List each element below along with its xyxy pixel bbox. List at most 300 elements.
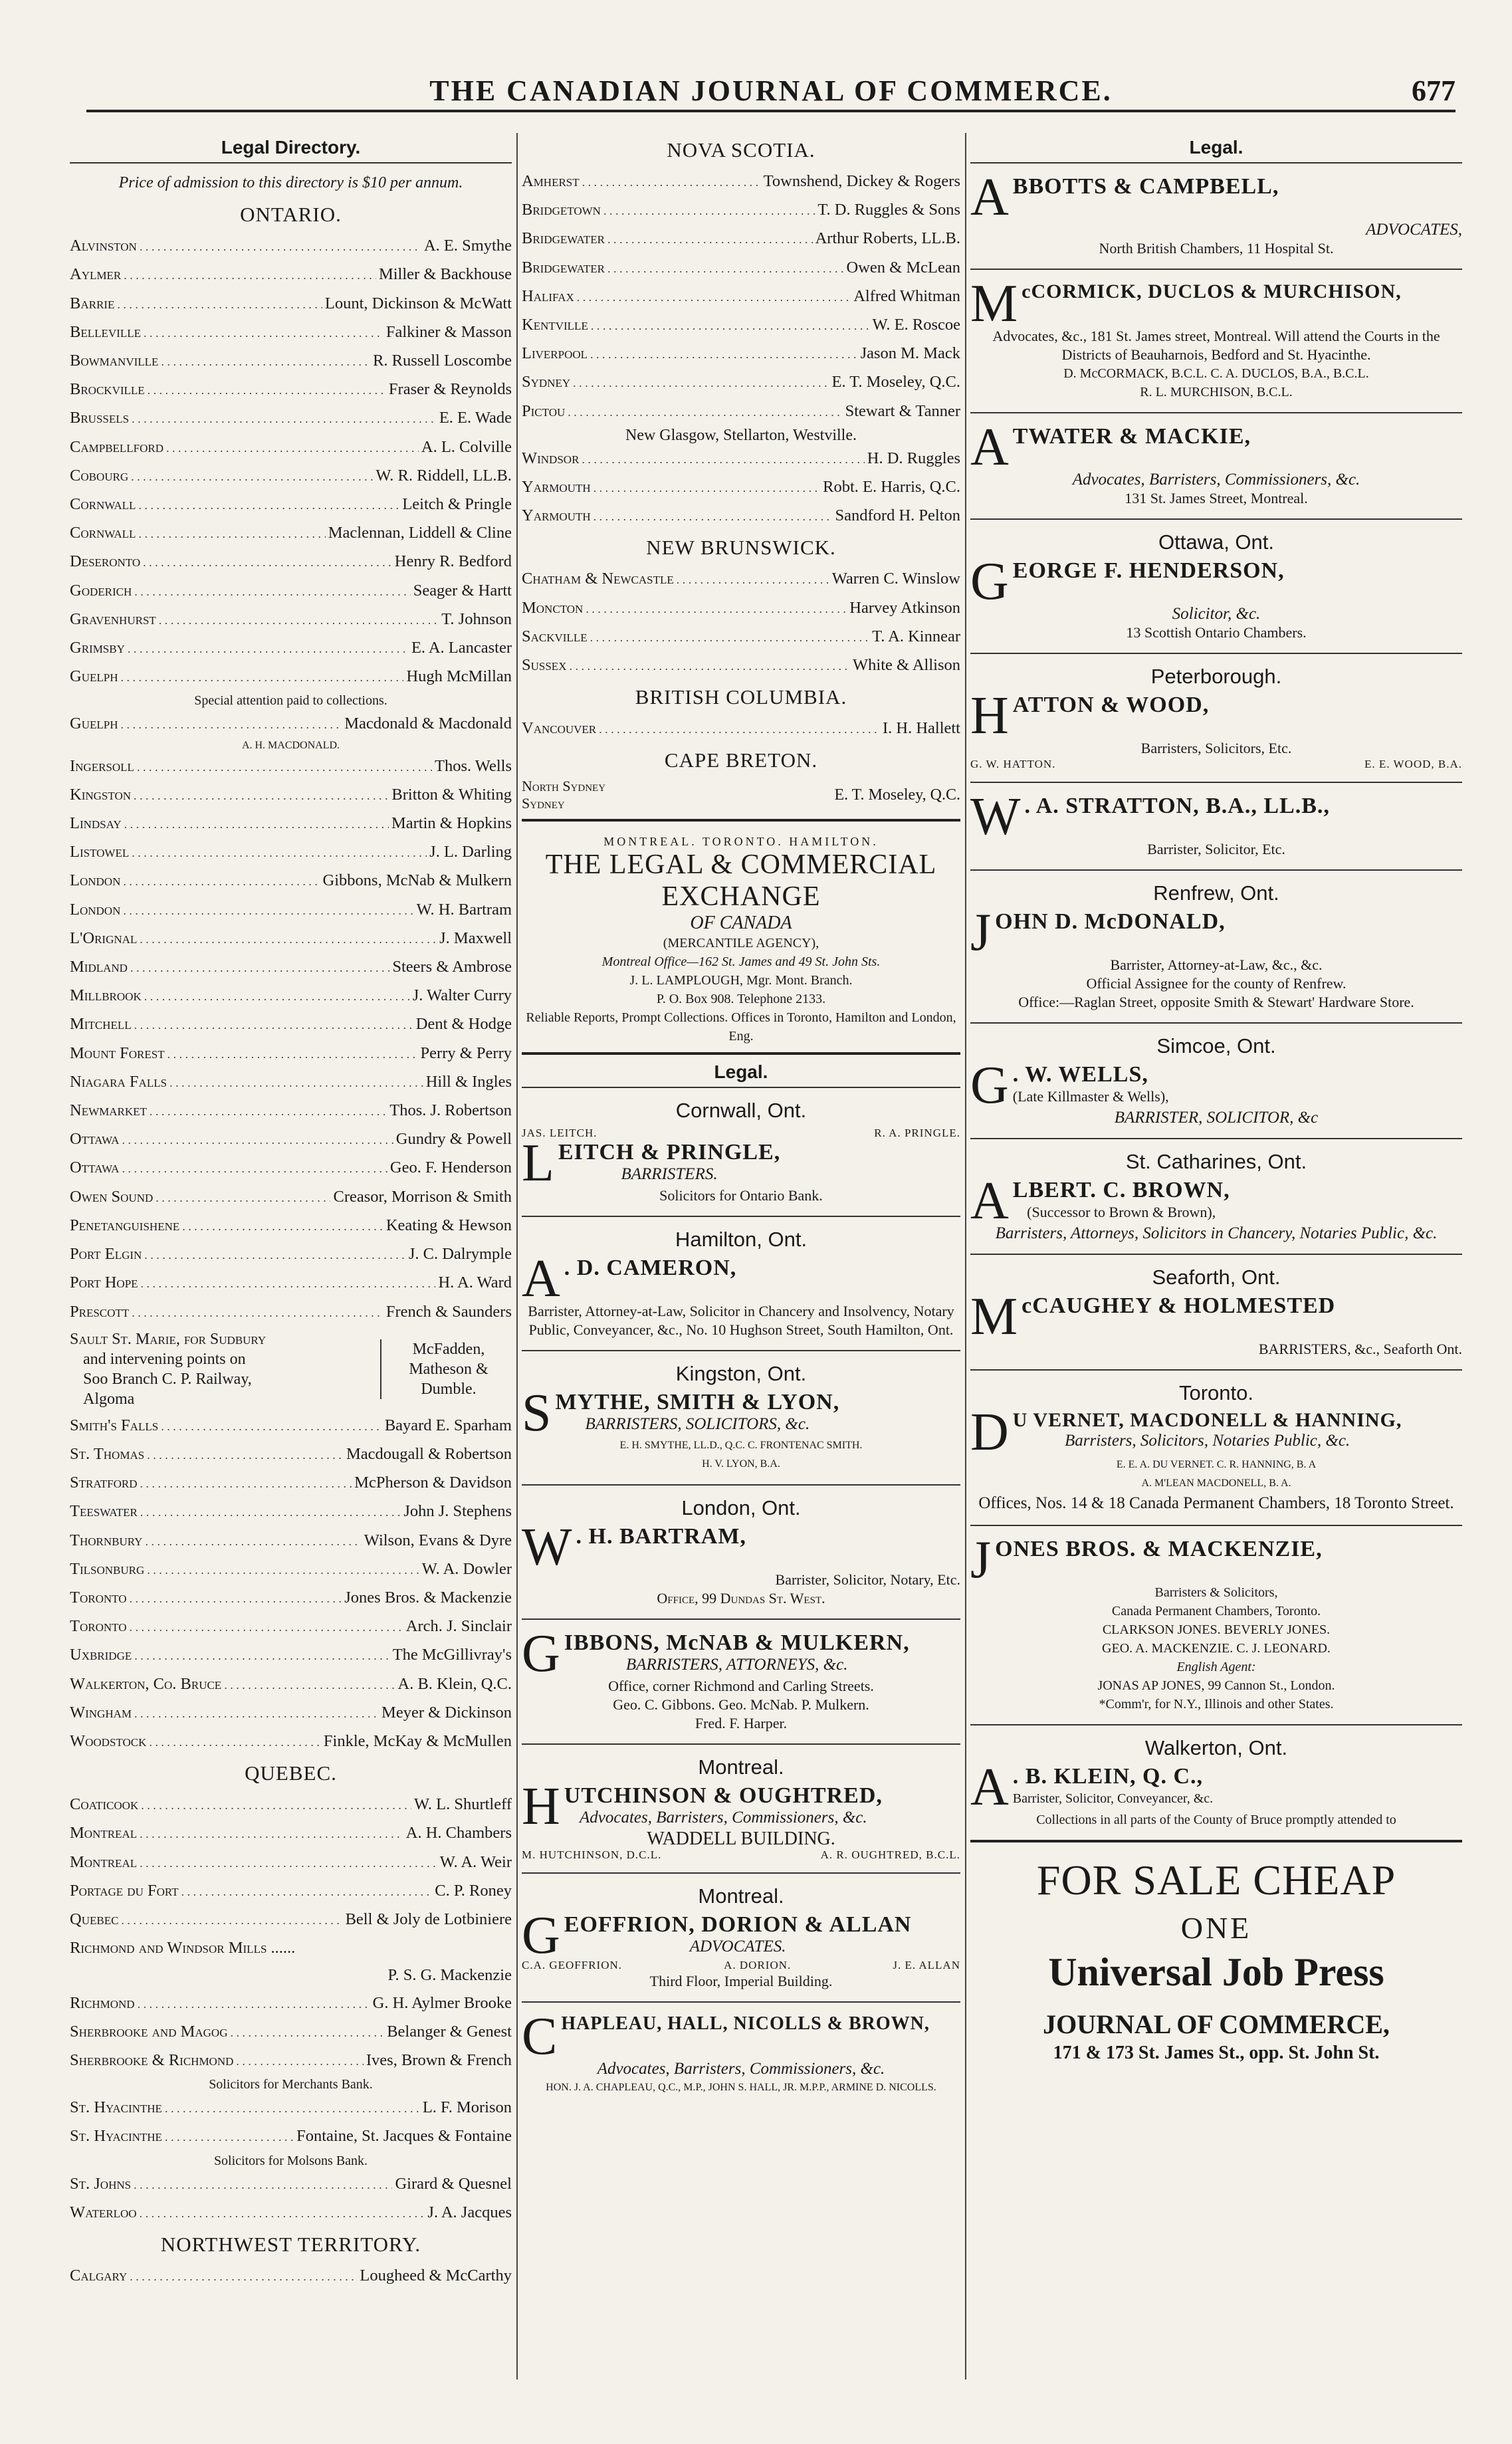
entry-place: Midland: [70, 958, 128, 976]
entry-place: Deseronto: [70, 552, 141, 571]
leader-dots: [182, 1212, 383, 1240]
entry-firm: Miller & Backhouse: [378, 265, 512, 284]
entry-firm: Lount, Dickinson & McWatt: [324, 294, 512, 312]
directory-entry: [70, 2122, 512, 2151]
sault-line: Sault St. Marie, for Sudbury: [70, 1330, 267, 1348]
leader-dots: [236, 2047, 364, 2075]
entry-firm: J. Maxwell: [439, 929, 512, 947]
entry-place: Prescott: [70, 1302, 130, 1321]
column-divider: [965, 133, 966, 2380]
partner-name: M. HUTCHINSON, D.C.L.: [522, 1848, 662, 1862]
entry-place: Campbellford: [70, 437, 164, 456]
entry-firm: Girard & Quesnel: [395, 2174, 512, 2193]
stratton-ad: [970, 788, 1462, 859]
partner-name: R. A. PRINGLE.: [874, 1127, 960, 1140]
entry-place: Richmond and Windsor Mills ......: [70, 1939, 296, 1957]
directory-entry: [70, 1612, 512, 1641]
directory-entry: [70, 347, 512, 376]
entry-place: Quebec: [70, 1910, 119, 1928]
directory-entry: [522, 311, 960, 340]
entry-firm: Finkle, McKay & McMullen: [323, 1731, 512, 1750]
leader-dots: [165, 2094, 420, 2122]
directory-entry: [522, 502, 960, 530]
directory-entry: [70, 1819, 512, 1848]
entry-place: Coaticook: [70, 1795, 139, 1814]
province-heading: NEW BRUNSWICK.: [646, 536, 836, 560]
entry-place: Port Elgin: [70, 1245, 142, 1264]
firm-text: Barrister, Solicitor, Notary, Etc.: [775, 1571, 960, 1589]
section-heading: Legal.: [1189, 137, 1243, 158]
entry-place: Liverpool: [522, 344, 588, 363]
entry-place: Stratford: [70, 1474, 138, 1492]
city-heading: Kingston, Ont.: [675, 1362, 807, 1386]
firm-title: BARRISTERS, SOLICITORS, &c.: [585, 1415, 810, 1434]
new-brunswick-list: [522, 565, 960, 680]
leader-dots: [132, 838, 427, 867]
city-heading: Toronto.: [1178, 1381, 1253, 1404]
firm-title: Advocates, Barristers, Commissioners, &c.: [580, 1809, 867, 1827]
firm-title: Barristers, Solicitors, Notaries Public, &c.: [1065, 1432, 1350, 1450]
leader-dots: [130, 2262, 357, 2290]
firm-text: 13 Scottish Ontario Chambers.: [1126, 624, 1307, 641]
leader-dots: [134, 781, 389, 810]
leader-dots: [148, 376, 386, 404]
entry-place: Grimsby: [70, 639, 125, 657]
entry-place: London: [70, 871, 121, 890]
sale-one: ONE: [1180, 1911, 1252, 1945]
entry-place: Wingham: [70, 1703, 132, 1722]
leader-dots: [166, 433, 419, 462]
firm-text: Barrister, Solicitor, Etc.: [1147, 841, 1285, 857]
entry-firm: French & Saunders: [385, 1302, 512, 1321]
sale-journal: JOURNAL OF COMMERCE,: [1043, 2009, 1390, 2039]
entry-firm: T. A. Kinnear: [872, 627, 960, 645]
drop-cap: A: [970, 1172, 1009, 1230]
entry-firm: C. P. Roney: [435, 1881, 512, 1900]
bc-list: [522, 715, 960, 743]
drop-cap: S: [522, 1384, 552, 1443]
leader-dots: [138, 519, 325, 548]
directory-entry: [70, 1727, 512, 1756]
firm-building: WADDELL BUILDING.: [647, 1829, 835, 1850]
leader-dots: [128, 634, 409, 663]
city-heading: Seaforth, Ont.: [1152, 1266, 1281, 1289]
directory-entry: [70, 1555, 512, 1584]
directory-entry: [70, 1584, 512, 1612]
entry-firm: P. S. G. Mackenzie: [387, 1966, 512, 1985]
sault-line: Algoma: [83, 1390, 135, 1408]
entry-place: Yarmouth: [522, 478, 591, 497]
firm-name: . D. CAMERON,: [564, 1256, 737, 1281]
directory-entry: [70, 1934, 512, 1961]
nwt-list: [70, 2262, 512, 2290]
entry-firm: Jones Bros. & Mackenzie: [344, 1588, 512, 1607]
entry-place: Tilsonburg: [70, 1559, 145, 1578]
city-heading: Ottawa, Ont.: [1158, 530, 1274, 554]
directory-entry: [70, 2170, 512, 2199]
leader-dots: [141, 1269, 436, 1297]
entry-firm: Bell & Joly de Lotbiniere: [345, 1910, 512, 1928]
entry-firm: A. E. Smythe: [423, 237, 512, 255]
firm-title: BARRISTER, SOLICITOR, &c: [1114, 1109, 1319, 1127]
geoffrion-ad: [522, 1884, 960, 1991]
leader-dots: [145, 1527, 361, 1555]
directory-entry: [70, 462, 512, 491]
entry-place: Ingersoll: [70, 756, 134, 775]
entry-place: Penetanguishene: [70, 1216, 180, 1234]
brown-ad: [970, 1150, 1462, 1243]
firm-text: Barristers, Solicitors, Etc.: [1140, 740, 1292, 756]
firm-text: Barrister, Attorney-at-Law, Solicitor in Chancery and Insolvency, Notary Public, Conveyancer, &c., No. 10 Hughson Street, South Hamilton, Ont.: [528, 1303, 954, 1339]
entry-firm: Seager & Hartt: [413, 581, 512, 600]
leader-dots: [147, 1440, 344, 1469]
firm-name: TWATER & MACKIE,: [1012, 424, 1251, 449]
firm-name: BBOTTS & CAMPBELL,: [1012, 174, 1279, 199]
pictou-note: New Glasgow, Stellarton, Westville.: [625, 426, 857, 444]
directory-entry: [70, 606, 512, 634]
firm-name: HAPLEAU, HALL, NICOLLS & BROWN,: [561, 2013, 930, 2035]
sault-line: and intervening points on: [83, 1350, 246, 1368]
directory-entry: [70, 634, 512, 663]
directory-entry: [70, 1010, 512, 1039]
sale-item: Universal Job Press: [1048, 1950, 1384, 1994]
leader-dots: [120, 663, 403, 691]
city-heading: London, Ont.: [681, 1496, 801, 1520]
entry-firm: Fraser & Reynolds: [388, 380, 512, 399]
page-number: 677: [1412, 74, 1456, 107]
entry-place: Brockville: [70, 380, 145, 399]
leader-dots: [123, 867, 320, 895]
leader-dots: [568, 397, 842, 426]
entry-place: St. Hyacinthe: [70, 2098, 162, 2117]
quebec-list: [70, 2170, 512, 2227]
directory-entry: [522, 340, 960, 368]
partner-name: C.A. GEOFFRION.: [522, 1959, 623, 1972]
entry-place: St. Hyacinthe: [70, 2127, 162, 2146]
entry-firm: G. H. Aylmer Brooke: [372, 1993, 512, 2012]
entry-firm: Hill & Ingles: [425, 1072, 512, 1091]
smythe-ad: [522, 1362, 960, 1474]
drop-cap: A: [970, 418, 1009, 477]
directory-entry: [70, 1641, 512, 1670]
entry-firm: Belanger & Genest: [387, 2022, 512, 2041]
entry-place: Montreal: [70, 1824, 138, 1842]
entry-place: Brussels: [70, 409, 130, 427]
leader-dots: [156, 1183, 330, 1212]
drop-cap: A: [970, 1758, 1009, 1817]
directory-entry: [70, 1791, 512, 1819]
directory-entry: [522, 623, 960, 651]
entry-firm: Perry & Perry: [420, 1044, 512, 1062]
directory-entry: [70, 404, 512, 433]
leader-dots: [144, 1240, 406, 1269]
directory-entry: [522, 594, 960, 623]
entry-place: Montreal: [70, 1852, 138, 1871]
partner-name: J. E. ALLAN: [893, 1959, 960, 1972]
mcdonald-ad: [970, 881, 1462, 1012]
drop-cap: M: [970, 275, 1018, 333]
partner-line: H. V. LYON, B.A.: [702, 1458, 780, 1470]
directory-entry: [70, 2199, 512, 2227]
mccormick-ad: [970, 275, 1462, 401]
entry-firm: Creasor, Morrison & Smith: [333, 1187, 512, 1206]
directory-entry: [70, 1670, 512, 1699]
leader-dots: [573, 368, 829, 397]
hutchinson-ad: [522, 1755, 960, 1862]
partner-name: G. W. HATTON.: [970, 758, 1056, 770]
firm-name: . H. BARTRAM,: [576, 1524, 746, 1549]
directory-entry: [522, 397, 960, 426]
entry-firm: I. H. Hallett: [882, 719, 960, 738]
entry-place: Pictou: [522, 401, 566, 420]
firm-name: . W. WELLS,: [1012, 1062, 1148, 1087]
mccaughey-ad: [970, 1266, 1462, 1359]
entry-firm: R. Russell Loscombe: [373, 352, 512, 370]
quebec-list: [70, 1989, 512, 2076]
entry-place: Ottawa: [70, 1130, 120, 1149]
entry-firm: A. B. Klein, Q.C.: [397, 1674, 512, 1693]
entry-firm: Fontaine, St. Jacques & Fontaine: [296, 2127, 512, 2146]
exchange-ad: [522, 835, 960, 1046]
leader-dots: [134, 1010, 413, 1039]
entry-firm: Lougheed & McCarthy: [360, 2266, 512, 2284]
jones-ad: [970, 1531, 1462, 1714]
drop-cap: C: [522, 2007, 558, 2066]
entry-firm: E. E. Wade: [439, 409, 512, 427]
entry-place: Cobourg: [70, 466, 129, 485]
directory-entry: [70, 1877, 512, 1906]
entry-firm: John J. Stephens: [403, 1502, 512, 1521]
leader-dots: [677, 565, 829, 594]
directory-entry: [70, 982, 512, 1010]
ontario-list: [70, 232, 512, 691]
exchange-name: THE LEGAL & COMMERCIAL EXCHANGE: [545, 849, 937, 913]
drop-cap: J: [970, 903, 992, 962]
firm-name: cCAUGHEY & HOLMESTED: [1022, 1293, 1336, 1318]
bank-note: Solicitors for Molsons Bank.: [213, 2153, 368, 2168]
directory-entry: [70, 261, 512, 289]
entry-place: Toronto: [70, 1588, 127, 1607]
entry-place: Bridgewater: [522, 258, 605, 277]
entry-place: Aylmer: [70, 265, 122, 284]
leader-dots: [594, 502, 833, 530]
firm-text: Barristers & Solicitors,: [1154, 1585, 1278, 1600]
entry-place: Millbrook: [70, 986, 142, 1005]
sale-headline: FOR SALE CHEAP: [1036, 1856, 1396, 1904]
legal-directory-column: [70, 133, 512, 2393]
entry-place: Guelph: [70, 667, 118, 686]
duvernet-ad: [970, 1381, 1462, 1514]
province-heading: NOVA SCOTIA.: [667, 138, 815, 162]
entry-firm: Robt. E. Harris, Q.C.: [823, 478, 960, 497]
price-note: Price of admission to this directory is $10 per annum.: [118, 174, 463, 191]
directory-entry: [70, 519, 512, 548]
sault-firm: McFadden, Matheson & Dumble.: [380, 1339, 512, 1399]
entry-firm: J. L. Darling: [429, 843, 512, 861]
entry-firm: Meyer & Dickinson: [381, 1703, 512, 1722]
directory-entry: [70, 867, 512, 895]
directory-entry: [70, 925, 512, 953]
entry-firm: Thos. J. Robertson: [389, 1101, 512, 1120]
entry-firm: Warren C. Winslow: [831, 570, 960, 588]
directory-entry: [522, 651, 960, 680]
entry-firm: H. D. Ruggles: [867, 449, 960, 467]
leader-dots: [122, 1125, 393, 1154]
for-sale-ad: [970, 1856, 1462, 2064]
entry-place: Port Hope: [70, 1274, 138, 1292]
city-heading: Peterborough.: [1150, 665, 1282, 688]
section-heading: Legal.: [714, 1061, 768, 1083]
leader-dots: [577, 282, 851, 311]
entry-firm: Leitch & Pringle: [402, 495, 512, 514]
entry-place: North Sydney: [522, 778, 606, 795]
leader-dots: [144, 318, 383, 347]
entry-place: Uxbridge: [70, 1646, 132, 1664]
leader-dots: [569, 651, 850, 680]
partner-line: E. H. SMYTHE, LL.D., Q.C. C. FRONTENAC SMITH.: [619, 1440, 863, 1452]
province-heading: ONTARIO.: [240, 203, 342, 227]
entry-firm: L. F. Morison: [422, 2098, 512, 2117]
exchange-of: OF CANADA: [690, 913, 792, 934]
entry-firm: Arthur Roberts, LL.B.: [815, 229, 960, 248]
entry-place: Belleville: [70, 322, 141, 341]
directory-entry: [70, 433, 512, 462]
entry-place: Moncton: [522, 598, 584, 617]
entry-place: Listowel: [70, 843, 130, 861]
firm-text: Official Assignee for the county of Renfrew.: [1086, 975, 1347, 992]
leader-dots: [130, 1584, 342, 1612]
entry-place: Sherbrooke and Magog: [70, 2022, 228, 2041]
firm-text: GEO. A. MACKENZIE. C. J. LEONARD.: [1102, 1641, 1331, 1656]
gibbons-ad: [522, 1624, 960, 1733]
entry-firm: E. T. Moseley, Q.C.: [834, 786, 960, 804]
directory-entry: [70, 1498, 512, 1526]
quebec-list: [70, 2094, 512, 2151]
leader-dots: [607, 225, 813, 253]
directory-entry: [70, 2094, 512, 2122]
firm-text: Collections in all parts of the County of Bruce promptly attended to: [1036, 1813, 1396, 1827]
entry-firm: Alfred Whitman: [853, 286, 960, 305]
leader-dots: [137, 752, 432, 781]
entry-firm: J. Walter Curry: [412, 986, 512, 1005]
entry-place: Sydney: [522, 795, 565, 812]
entry-place: Guelph: [70, 715, 118, 733]
leader-dots: [124, 261, 376, 289]
leader-dots: [130, 1612, 403, 1641]
leader-dots: [132, 1298, 383, 1327]
directory-entry: [70, 1699, 512, 1727]
wells-ad: [970, 1034, 1462, 1127]
directory-entry: [522, 473, 960, 502]
directory-entry: [70, 1097, 512, 1125]
leader-dots: [122, 1154, 387, 1182]
entry-place: Ottawa: [70, 1159, 120, 1177]
firm-text: Advocates, &c., 181 St. James street, Montreal. Will attend the Courts in the Districts of Beauharnois, Bedford and St. Hyacinthe.: [992, 328, 1440, 363]
directory-entry: [70, 1068, 512, 1097]
drop-cap: G: [970, 552, 1009, 611]
partner-name: JAS. LEITCH.: [522, 1127, 597, 1140]
firm-name: MYTHE, SMITH & LYON,: [555, 1390, 840, 1415]
hatton-ad: [970, 665, 1462, 771]
drop-cap: G: [970, 1056, 1009, 1115]
firm-name: ATTON & WOOD,: [1012, 693, 1210, 717]
entry-firm: J. C. Dalrymple: [408, 1245, 512, 1264]
entry-firm: Gundry & Powell: [395, 1130, 512, 1149]
leader-dots: [134, 1699, 379, 1727]
drop-cap: M: [970, 1287, 1018, 1346]
leader-dots: [124, 810, 389, 838]
leader-dots: [586, 594, 847, 623]
firm-text: Barrister, Solicitor, Conveyancer, &c.: [1012, 1791, 1214, 1806]
drop-cap: G: [522, 1624, 560, 1684]
directory-entry: [522, 254, 960, 282]
leader-dots: [582, 167, 761, 196]
directory-entry: [70, 290, 512, 318]
entry-place: Woodstock: [70, 1731, 147, 1750]
leader-dots: [143, 548, 392, 576]
leader-dots: [161, 1412, 382, 1440]
firm-name: . A. STRATTON, B.A., LL.B.,: [1024, 794, 1330, 818]
entry-firm: Sandford H. Pelton: [835, 506, 960, 525]
directory-entry: [70, 1527, 512, 1555]
firm-text: Office:—Raglan Street, opposite Smith & Stewart' Hardware Store.: [1018, 994, 1414, 1010]
leader-dots: [147, 1555, 419, 1584]
leader-dots: [167, 1040, 418, 1068]
directory-entry: [70, 1240, 512, 1269]
province-heading: NORTHWEST TERRITORY.: [160, 2232, 421, 2256]
firm-note: (Late Killmaster & Wells),: [1012, 1088, 1169, 1105]
leader-dots: [165, 2122, 294, 2151]
firm-name: EORGE F. HENDERSON,: [1012, 558, 1285, 583]
firm-text: CLARKSON JONES. BEVERLY JONES.: [1102, 1622, 1331, 1637]
henderson-ad: [970, 530, 1462, 642]
entry-place: Barrie: [70, 294, 115, 312]
directory-entry: [70, 232, 512, 261]
entry-firm: T. Johnson: [441, 610, 512, 628]
firm-title: Advocates, Barristers, Commissioners, &c.: [597, 2060, 885, 2078]
entry-place: Thornbury: [70, 1531, 143, 1549]
partner-line: Fred. F. Harper.: [695, 1715, 788, 1732]
directory-entry: [522, 225, 960, 253]
partner-line: E. E. A. DU VERNET. C. R. HANNING, B. A: [1116, 1459, 1317, 1470]
leader-dots: [140, 232, 421, 261]
partner-name: A. DORION.: [724, 1959, 792, 1972]
firm-text: Barrister, Attorney-at-Law, &c., &c.: [1110, 956, 1323, 973]
entry-place: Bridgewater: [522, 229, 605, 248]
partner-name: E. E. WOOD, B.A.: [1364, 758, 1462, 770]
drop-cap: A: [970, 168, 1009, 227]
leader-dots: [123, 896, 413, 925]
directory-entry: [70, 710, 512, 738]
directory-entry: [70, 1961, 512, 1989]
firm-name: LBERT. C. BROWN,: [1012, 1178, 1230, 1202]
leader-dots: [140, 1819, 403, 1848]
leader-dots: [607, 254, 844, 282]
entry-firm: The McGillivray's: [392, 1646, 512, 1664]
entry-place: Cornwall: [70, 524, 136, 542]
entry-firm: Ives, Brown & French: [366, 2051, 512, 2069]
drop-cap: W: [522, 1518, 572, 1577]
exchange-agency: (MERCANTILE AGENCY),: [663, 936, 819, 951]
entry-firm: Owen & McLean: [846, 258, 960, 277]
ontario-list: [70, 752, 512, 1327]
leader-dots: [134, 2170, 392, 2199]
leader-dots: [603, 196, 815, 225]
page-header: [86, 70, 1456, 112]
entry-place: Mitchell: [70, 1015, 132, 1034]
entry-firm: Thos. Wells: [435, 756, 512, 775]
entry-firm: Gibbons, McNab & Mulkern: [322, 871, 512, 890]
